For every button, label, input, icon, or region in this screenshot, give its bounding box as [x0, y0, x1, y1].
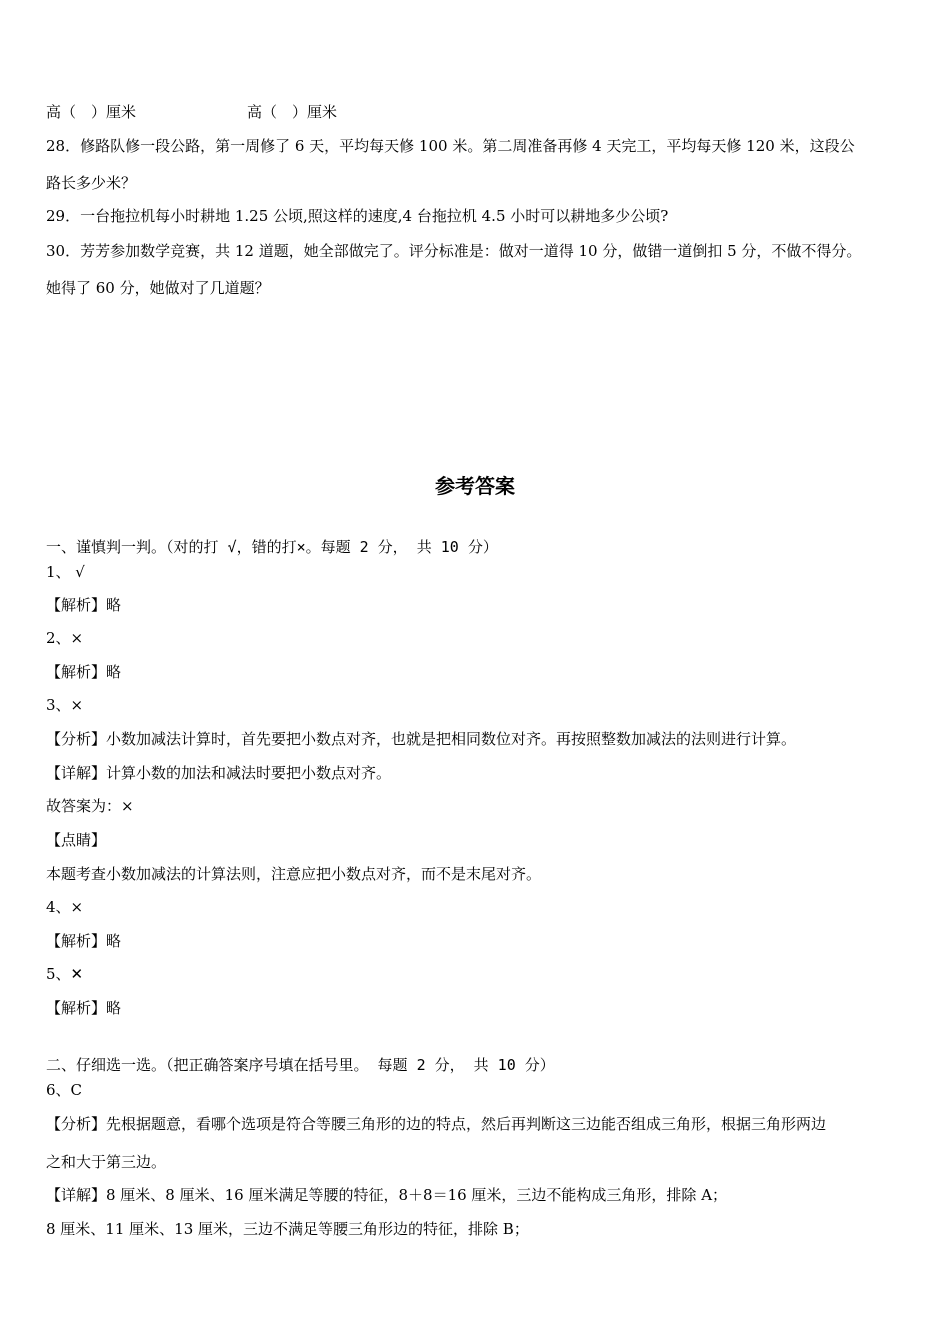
question-height-right: 高（ ）厘米: [247, 103, 338, 121]
question-29: 29．一台拖拉机每小时耕地 1.25 公顷,照这样的速度,4 台拖拉机 4.5 小时可以耕地多少公顷?: [46, 207, 669, 225]
answer-4: 4、×: [46, 898, 84, 916]
question-30-line1: 30．芳芳参加数学竞赛，共 12 道题，她全部做完了。评分标准是：做对一道得 10 分，做错一道倒扣 5 分，不做不得分。: [46, 242, 862, 260]
answer-1-note: 【解析】略: [46, 596, 122, 614]
answer-1: 1、 √: [46, 563, 85, 581]
question-28-line2: 路长多少米？: [46, 174, 137, 192]
answer-3-point-label: 【点睛】: [46, 831, 107, 849]
question-30-line2: 她得了 60 分，她做对了几道题？: [46, 279, 270, 297]
answer-6-analysis-line1: 【分析】先根据题意，看哪个选项是符合等腰三角形的边的特点，然后再判断这三边能否组成三角形，根据三角形两边: [46, 1115, 827, 1133]
answer-3-result: 故答案为：×: [46, 797, 134, 815]
section-1-heading: 一、谨慎判一判。（对的打 √，错的打×。每题 2 分， 共 10 分）: [46, 538, 498, 556]
answer-2: 2、×: [46, 629, 84, 647]
answer-3-point: 本题考查小数加减法的计算法则，注意应把小数点对齐，而不是末尾对齐。: [46, 865, 542, 883]
answer-2-note: 【解析】略: [46, 663, 122, 681]
answer-6-analysis-line2: 之和大于第三边。: [46, 1153, 167, 1171]
answers-title: 参考答案: [435, 474, 515, 498]
answer-5-note: 【解析】略: [46, 999, 122, 1017]
answer-3-analysis: 【分析】小数加减法计算时，首先要把小数点对齐，也就是把相同数位对齐。再按照整数加减法的法则进行计算。: [46, 730, 797, 748]
answer-4-note: 【解析】略: [46, 932, 122, 950]
question-height-left: 高（ ）厘米: [46, 103, 137, 121]
answer-3-detail: 【详解】计算小数的加法和减法时要把小数点对齐。: [46, 764, 392, 782]
question-28-line1: 28．修路队修一段公路，第一周修了 6 天，平均每天修 100 米。第二周准备再修 4 天完工，平均每天修 120 米，这段公: [46, 137, 855, 155]
section-2-heading: 二、仔细选一选。（把正确答案序号填在括号里。 每题 2 分， 共 10 分）: [46, 1056, 555, 1074]
answer-6: 6、C: [46, 1081, 83, 1099]
answer-6-detail-line2: 8 厘米、11 厘米、13 厘米，三边不满足等腰三角形边的特征，排除 B；: [46, 1220, 529, 1238]
answer-5: 5、✕: [46, 965, 84, 983]
answer-6-detail-line1: 【详解】8 厘米、8 厘米、16 厘米满足等腰的特征，8＋8＝16 厘米，三边不能构成三角形，排除 A；: [46, 1186, 728, 1204]
answer-3: 3、×: [46, 696, 84, 714]
